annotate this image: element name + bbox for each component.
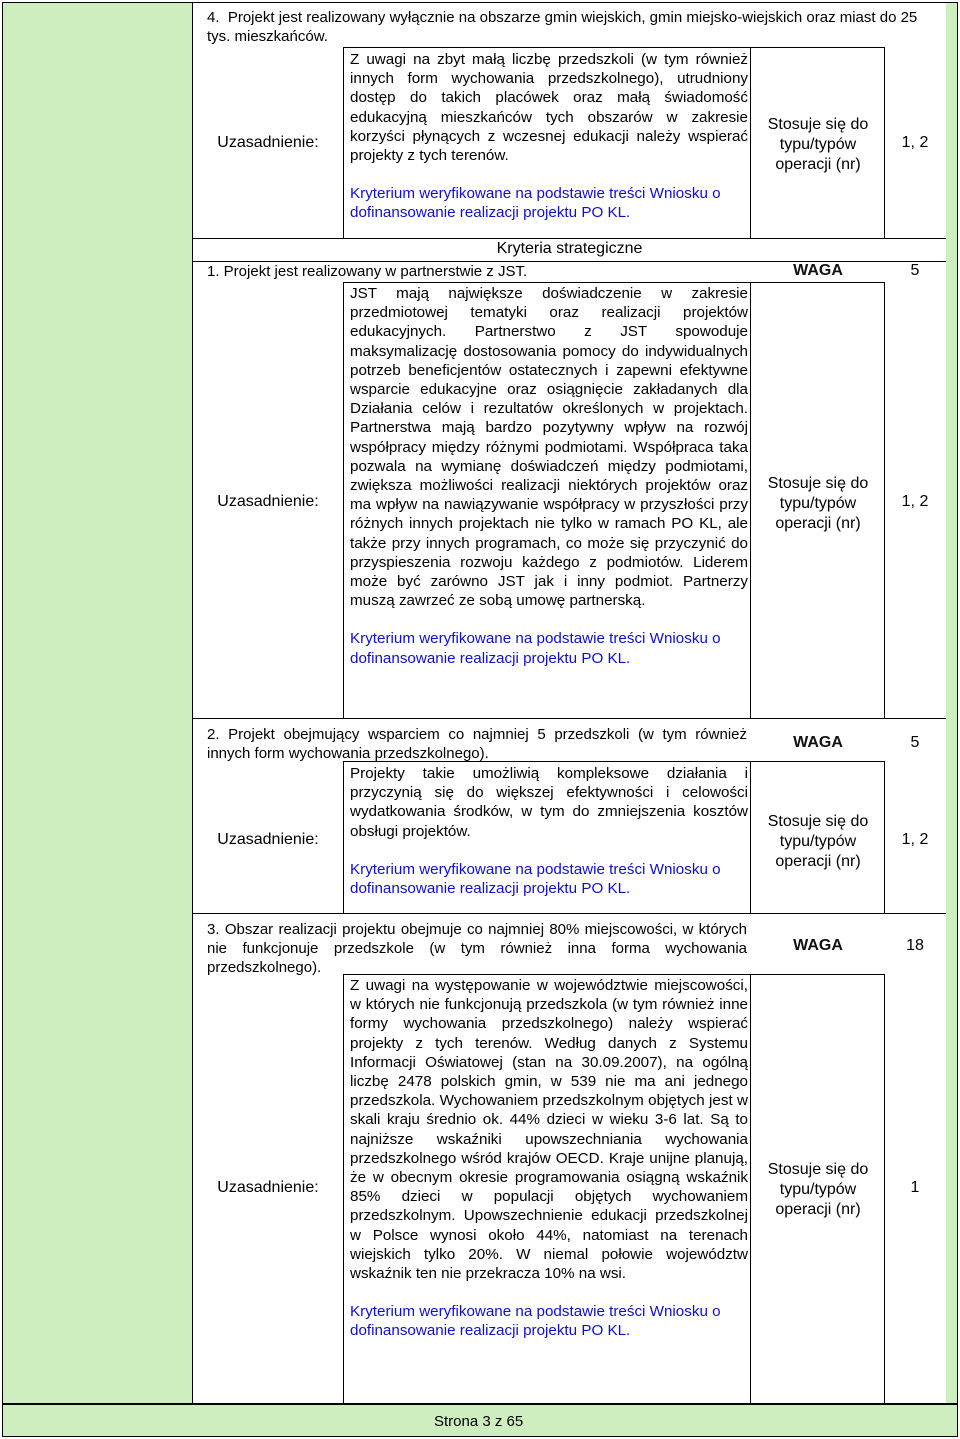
left-margin-band [2,2,193,1404]
row-divider [343,47,884,48]
col-divider [343,47,344,238]
justification-text [350,284,748,668]
row-divider [193,718,946,719]
operation-numbers: 1, 2 [901,134,929,151]
weight-value: 5 [910,734,920,751]
applies-to-operation: Stosuje się do typu/typów operacji (nr) [767,475,869,532]
row-divider [343,282,884,283]
row-divider [193,238,946,239]
col-divider [343,282,344,718]
row-divider [193,913,946,914]
operation-numbers: 1, 2 [901,493,929,510]
weight-label: WAGA [793,734,843,751]
page-number: Strona 3 z 65 [434,1413,524,1430]
verification-note: Kryterium weryfikowane na podstawie treści Wniosku o dofinansowanie realizacji projektu PO KL. [350,185,721,222]
col-divider [343,974,344,1403]
col-divider [343,761,344,913]
justification-text [350,976,748,1341]
applies-to-operation: Stosuje się do typu/typów operacji (nr) [767,116,869,173]
justification-label: Uzasadnienie: [217,493,319,510]
criterion-heading: 4. Projekt jest realizowany wyłącznie na obszarze gmin wiejskich, gmin miejsko-wiejskich oraz miast do 25 tys. mieszkańców. [207,9,918,45]
justification-body: Z uwagi na zbyt małą liczbę przedszkoli (w tym również innych form wychowania przedszkolnego), utrudniony dostęp do takich placówek oraz małą świadomość edukacyjną mieszkańców tych obszarów w zakresie korzyści płynących z wczesnej edukacji należy wspierać projekty z tych terenów. [350,51,748,165]
applies-to-operation: Stosuje się do typu/typów operacji (nr) [767,1161,869,1218]
justification-text [350,764,748,898]
operation-numbers: 1, 2 [901,831,929,848]
verification-note: Kryterium weryfikowane na podstawie treści Wniosku o dofinansowanie realizacji projektu PO KL. [350,630,721,667]
criterion-heading: 2. Projekt obejmujący wsparciem co najmniej 5 przedszkoli (w tym również innych form wychowania przedszkolnego). [207,726,747,762]
weight-value: 5 [910,262,920,279]
justification-label: Uzasadnienie: [217,831,319,848]
col-divider [750,282,751,718]
justification-body: Projekty takie umożliwią kompleksowe działania i przyczynią się do większej efektywności i celowości wydatkowania środków, w tym do zmniejszenia kosztów obsługi projektów. [350,765,748,840]
criterion-heading: 1. Projekt jest realizowany w partnerstwie z JST. [207,263,528,280]
criterion-heading: 3. Obszar realizacji projektu obejmuje co najmniej 80% miejscowości, w których nie funkcjonuje przedszkole (w tym również inna forma wychowania przedszkolnego). [207,921,747,976]
justification-text [350,50,748,223]
col-divider [750,47,751,238]
row-divider [343,974,884,975]
justification-label: Uzasadnienie: [217,134,319,151]
verification-note: Kryterium weryfikowane na podstawie treści Wniosku o dofinansowanie realizacji projektu PO KL. [350,1303,721,1340]
justification-body: Z uwagi na występowanie w województwie miejscowości, w których nie funkcjonują przedszkola (w tym również inne formy wychowania przedszkolnego) należy wspierać projekty z tych terenów. Według danych z Systemu Informacji Oświatowej (stan na 30.09.2007), na ogólną liczbę 2478 polskich gmin, w 539 nie ma ani jednego przedszkola. Wychowaniem przedszkolnym objętych jest w skali kraju średnio ok. 44% dzieci w wieku 3-6 lat. Są to najniższe wskaźniki upowszechniania wychowania przedszkolnego wśród krajów OECD. Kraje unijne planują, że w obecnym okresie programowania osiągną wskaźnik 85% dzieci w populacji objętych wychowaniem przedszkolnym. Upowszechnienie edukacji przedszkolnej w Polsce wynosi około 44%, natomiast na terenach wiejskich tylko 20%. W niemal połowie województw wskaźnik ten nie przekracza 10% na wsi. [350,977,748,1283]
right-margin-band [946,2,958,1404]
strategic-criteria-title: Kryteria strategiczne [496,240,643,257]
operation-numbers: 1 [910,1179,920,1196]
justification-body: JST mają największe doświadczenie w zakresie przedmiotowej tematyki oraz realizacji projektów edukacyjnych. Partnerstwo z JST spowoduje maksymalizację dostosowania pomocy do indywidualnych potrzeb beneficjentów ostatecznych i zapewni efektywne wsparcie edukacyjne oraz osiągnięcie zakładanych dla Działania celów i rezultatów określonych w projektach. Partnerstwa mają bardzo pozytywny wpływ na rozwój współpracy między różnymi podmiotami. Współpraca taka pozwala na wymianę doświadczeń między podmiotami, zwiększa możliwości realizacji niektórych projektów oraz ma wpływ na nawiązywanie współpracy w przyszłości przy różnych innych projektach nie tylko w ramach PO KL, ale także przy innych programach, co może się przyczynić do przyspieszenia rozwoju każdego z podmiotów. Liderem może być zarówno JST jak i inny podmiot. Partnerzy muszą zawrzeć ze sobą umowę partnerską. [350,285,748,610]
weight-label: WAGA [793,937,843,954]
col-divider [750,761,751,913]
justification-label: Uzasadnienie: [217,1179,319,1196]
verification-note: Kryterium weryfikowane na podstawie treści Wniosku o dofinansowanie realizacji projektu PO KL. [350,860,721,898]
applies-to-operation: Stosuje się do typu/typów operacji (nr) [767,813,869,870]
weight-label: WAGA [793,262,843,279]
row-divider [343,761,884,762]
weight-value: 18 [906,937,924,954]
col-divider [750,974,751,1403]
